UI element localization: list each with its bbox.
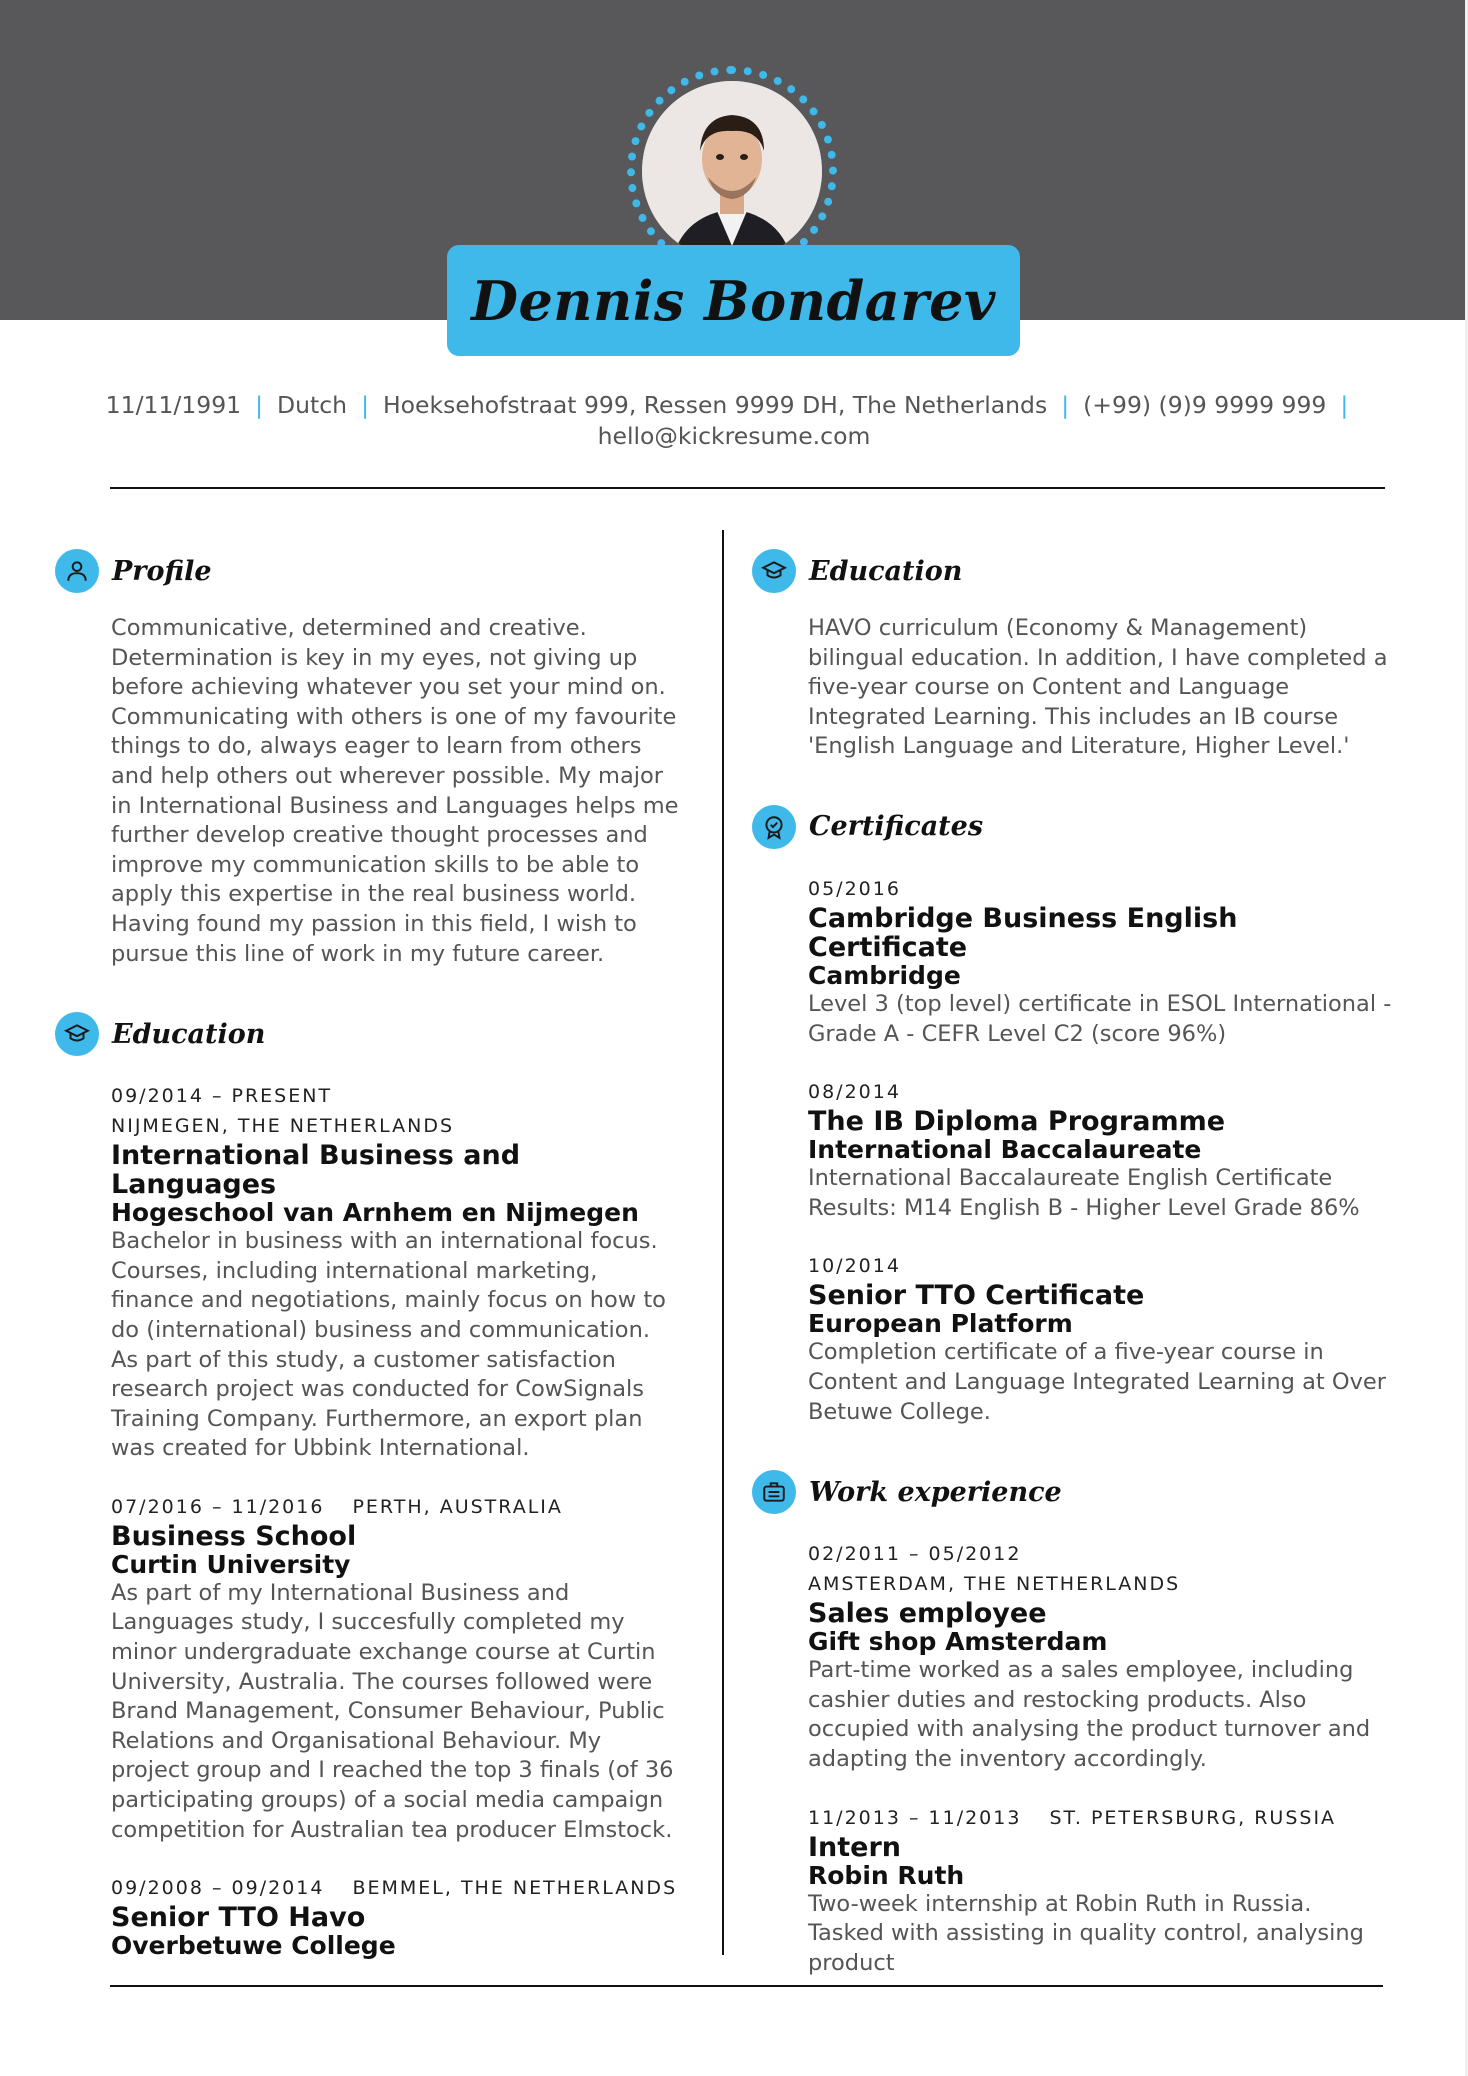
nationality: Dutch [277, 391, 348, 419]
entry-org: International Baccalaureate [808, 1135, 1202, 1165]
entry-location: BEMMEL, THE NETHERLANDS [352, 1877, 678, 1900]
section-header [55, 1011, 680, 1057]
graduation-cap-icon [55, 1012, 99, 1056]
entry-title: Sales employee [808, 1598, 1047, 1630]
education-section [55, 1011, 680, 1960]
profile-section [55, 548, 680, 969]
entry-text: Two-week internship at Robin Ruth in Russia. Tasked with assisting in quality control, analysing product [808, 1890, 1364, 1976]
entry-text: As part of my International Business and Languages study, I succesfully completed my minor undergraduate exchange course at Curtin University, Australia. The courses followed were Brand Management, Consumer Behaviour, Public Relations and Organisational Behaviour. My project group and I reached the top 3 finals (of 36 participating groups) of a social media campaign competition for Australian tea producer Elmstock. [111, 1579, 674, 1843]
entry-date: 09/2014 – PRESENT [111, 1085, 333, 1108]
education-continued-section [752, 548, 1392, 762]
entry-title: Senior TTO Havo [111, 1902, 366, 1934]
entry-location: PERTH, AUSTRALIA [352, 1495, 563, 1518]
entry-location: AMSTERDAM, THE NETHERLANDS [808, 1573, 1181, 1596]
entry-text: Level 3 (top level) certificate in ESOL International - Grade A - CEFR Level C2 (score 96%) [808, 990, 1392, 1047]
profile-photo [642, 81, 822, 261]
section-title: Work experience [809, 1476, 1062, 1508]
section-title: Education [809, 555, 963, 587]
entry-text: International Baccalaureate English Certificate Results: M14 English B - Higher Level Grade 86% [808, 1165, 1360, 1221]
column-divider [722, 530, 724, 1955]
entry-title: Business School [111, 1520, 357, 1552]
entry-meta [111, 1492, 680, 1522]
briefcase-icon [752, 1470, 796, 1514]
education-entry [111, 1492, 680, 1845]
work-entry [808, 1539, 1392, 1774]
entry-title: The IB Diploma Programme [808, 1106, 1226, 1138]
entry-date: 11/2013 – 11/2013 [808, 1806, 1022, 1829]
entry-date: 10/2014 [808, 1255, 901, 1278]
entry-title: International Business and Languages [111, 1140, 521, 1201]
entry-location: NIJMEGEN, THE NETHERLANDS [111, 1115, 455, 1138]
entry-org: Overbetuwe College [111, 1931, 396, 1961]
entry-date: 09/2008 – 09/2014 [111, 1877, 325, 1900]
bottom-divider [110, 1985, 1383, 1987]
certificates-section [752, 804, 1392, 1427]
name-banner [447, 245, 1020, 356]
section-header [55, 548, 680, 594]
address: Hoeksehofstraat 999, Ressen 9999 DH, The Netherlands [383, 391, 1048, 419]
separator: | [361, 391, 369, 419]
entry-org: Hogeschool van Arnhem en Nijmegen [111, 1198, 639, 1228]
entry-date: 05/2016 [808, 877, 901, 900]
separator: | [255, 391, 264, 419]
entry-org: European Platform [808, 1309, 1073, 1339]
person-photo-icon [642, 81, 822, 261]
section-header [752, 804, 1392, 850]
work-entry [808, 1803, 1392, 1979]
graduation-cap-icon [752, 549, 796, 593]
entry-org: Cambridge [808, 960, 961, 990]
certificate-entry [808, 1251, 1392, 1427]
birth-date: 11/11/1991 [105, 391, 242, 419]
certificate-icon [752, 805, 796, 849]
entry-title: Intern [808, 1831, 902, 1863]
user-icon [55, 549, 99, 593]
entry-date: 08/2014 [808, 1081, 901, 1104]
education-entry [111, 1873, 680, 1960]
contact-line [100, 390, 1368, 452]
phone: (+99) (9)9 9999 999 [1083, 391, 1327, 419]
email[interactable]: hello@kickresume.com [597, 422, 871, 450]
top-divider [110, 487, 1385, 489]
education-text: HAVO curriculum (Economy & Management) bilingual education. In addition, I have completed a five-year course on Content and Language Integrated Learning. This includes an IB course 'English Language and Literature, Higher Level.' [808, 615, 1388, 760]
entry-location: ST. PETERSBURG, RUSSIA [1049, 1806, 1337, 1829]
right-column [752, 548, 1392, 1978]
work-section [752, 1469, 1392, 1978]
profile-text: Communicative, determined and creative. Determination is key in my eyes, not giving up before achieving whatever you set your mind on. Communicating with others is one of my favourite things to do, always eager to learn from others and help others out wherever possible. My major in International Business and Languages helps me further develop creative thought processes and improve my communication skills to be able to apply this expertise in the real business world. Having found my passion in this field, I wish to pursue this line of work in my future career. [111, 615, 679, 967]
entry-text: Part-time worked as a sales employee, including cashier duties and restocking products. Also occupied with analysing the product turnover and adapting the inventory accordingly. [808, 1657, 1371, 1772]
entry-date: 02/2011 – 05/2012 [808, 1543, 1022, 1566]
section-header [752, 548, 1392, 594]
entry-date: 07/2016 – 11/2016 [111, 1495, 325, 1518]
entry-org: Robin Ruth [808, 1860, 965, 1890]
education-entry [111, 1081, 680, 1464]
certificate-entry [808, 1077, 1392, 1223]
separator: | [1340, 391, 1349, 419]
entry-text: Bachelor in business with an international focus. Courses, including international marketing, finance and negotiations, mainly focus on how to do (international) business and communication. As part of this study, a customer satisfaction research project was conducted for CowSignals Training Company. Furthermore, an export plan was created for Ubbink International. [111, 1228, 666, 1462]
entry-org: Curtin University [111, 1549, 351, 1579]
entry-title: Cambridge Business English Certificate [808, 902, 1238, 963]
section-title: Education [112, 1018, 266, 1050]
section-title: Certificates [809, 811, 984, 843]
entry-meta [111, 1873, 680, 1903]
section-header [752, 1469, 1392, 1515]
entry-title: Senior TTO Certificate [808, 1280, 1145, 1312]
separator: | [1061, 391, 1070, 419]
entry-meta [808, 1803, 1392, 1833]
section-title: Profile [112, 555, 212, 587]
left-column [55, 548, 680, 1960]
candidate-name: Dennis Bondarev [471, 268, 996, 333]
entry-org: Gift shop Amsterdam [808, 1627, 1108, 1657]
entry-text: Completion certificate of a five-year course in Content and Language Integrated Learning at Over Betuwe College. [808, 1339, 1387, 1425]
certificate-entry [808, 874, 1392, 1049]
